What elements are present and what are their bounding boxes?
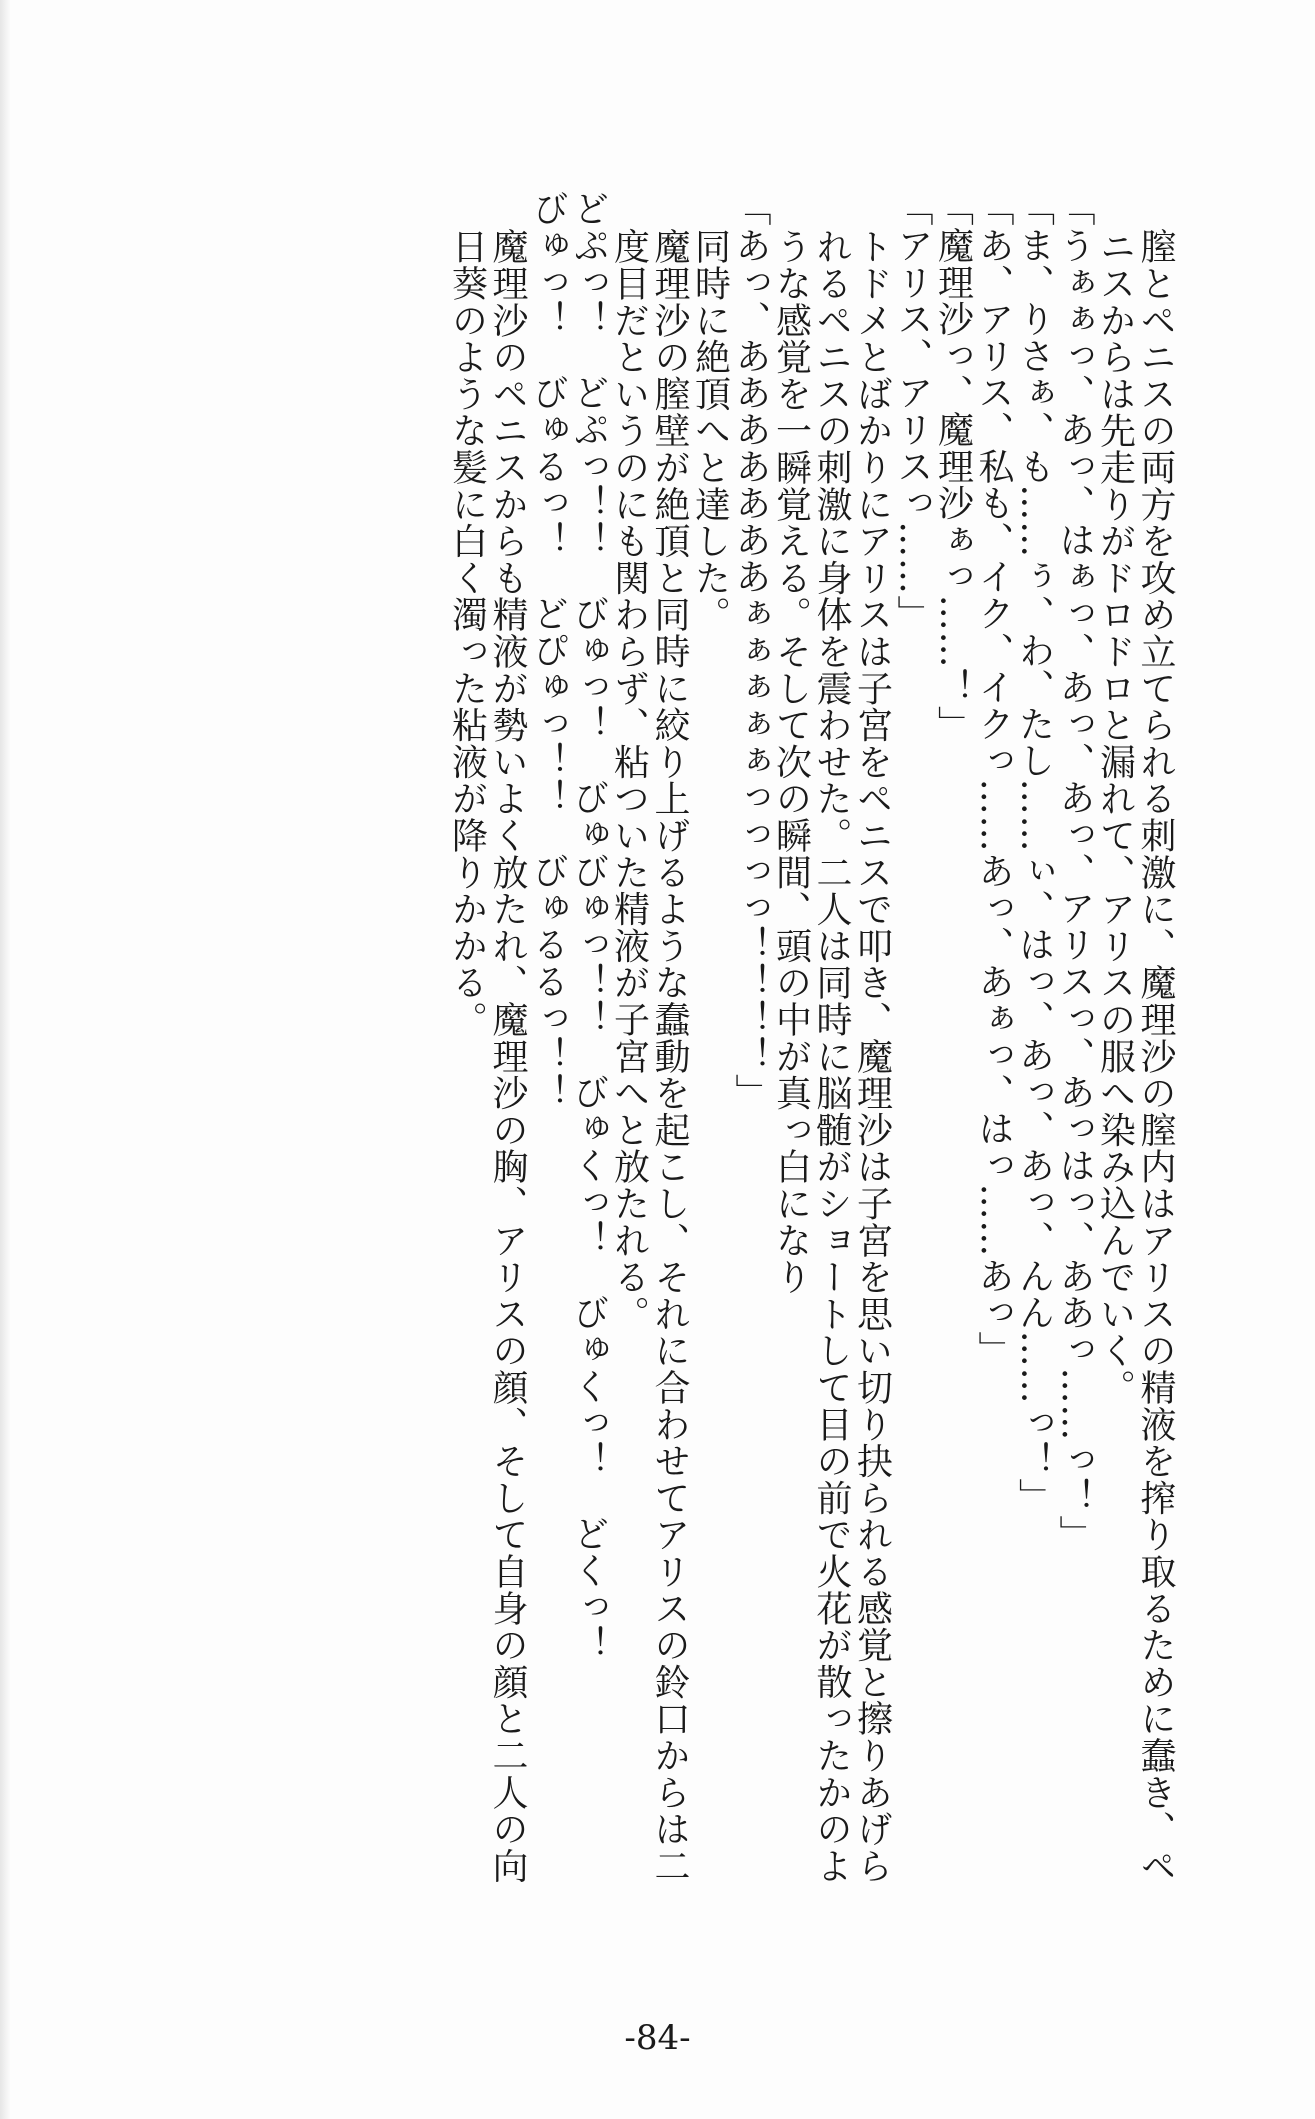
paragraph-5: 魔理沙のペニスからも精液が勢いよく放たれ、魔理沙の胸、アリスの顔、そして自身の顔と二人の向日葵のような髪に白く濁った粘液が降りかかる。 xyxy=(446,228,528,1884)
dialogue-line-4: 「魔理沙っ、魔理沙ぁっ……！」 xyxy=(932,190,974,742)
scan-edge-shadow xyxy=(0,0,10,2119)
dialogue-line-1: 「うぁぁっ、あっ、はぁっ、あっ、あっ、アリスっ、あっはっ、ああっ……っ！」 xyxy=(1054,190,1095,1552)
vertical-body-text xyxy=(180,190,1175,1910)
dialogue-line-3: 「あ、アリス、私も、イク、イクっ……あっ、あぁっ、はっ……あっ」 xyxy=(973,190,1014,1368)
paragraph-3: 同時に絶頂へと達した。 xyxy=(689,228,731,633)
paragraph-2: トドメとばかりにアリスは子宮をペニスで叩き、魔理沙は子宮を思い切り抉られる感覚と擦りあげられるペニスの刺激に身体を震わせた。二人は同時に脳髄がショートして目の前で火花が散ったかのような感覚を一瞬覚える。そして次の瞬間、頭の中が真っ白になり xyxy=(770,228,893,1884)
paragraph-1: 膣とペニスの両方を攻め立てられる刺激に、魔理沙の膣内はアリスの精液を搾り取るために蠢き、ペニスからは先走りがドロドロと漏れて、アリスの服へ染み込んでいく。 xyxy=(1094,228,1176,1884)
dialogue-line-6: 「あっ、あああああああぁぁぁぁぁっっっっ！！！！」 xyxy=(730,190,771,1110)
onomatopoeia-line-1: どぷっ！ どぷっ！！ びゅっ！ びゅびゅっ！！ びゅくっ！ びゅくっ！ どくっ！ xyxy=(568,190,609,1662)
page-number: -84- xyxy=(624,2018,691,2058)
dialogue-line-2: 「ま、りさぁ、も……ぅ、わ、たし……ぃ、はっ、あっ、あっ、んん……っ！」 xyxy=(1013,190,1055,1515)
paragraph-4: 魔理沙の膣壁が絶頂と同時に絞り上げるような蠢動を起こし、それに合わせてアリスの鈴口からは二度目だというのにも関わらず、粘ついた精液が子宮へと放たれる。 xyxy=(608,228,690,1884)
onomatopoeia-line-2: びゅっ！ びゅるっ！ どぴゅっ！！ びゅるるっ！！ xyxy=(527,190,569,1110)
dialogue-line-5: 「アリス、アリスっ……」 xyxy=(892,190,933,632)
